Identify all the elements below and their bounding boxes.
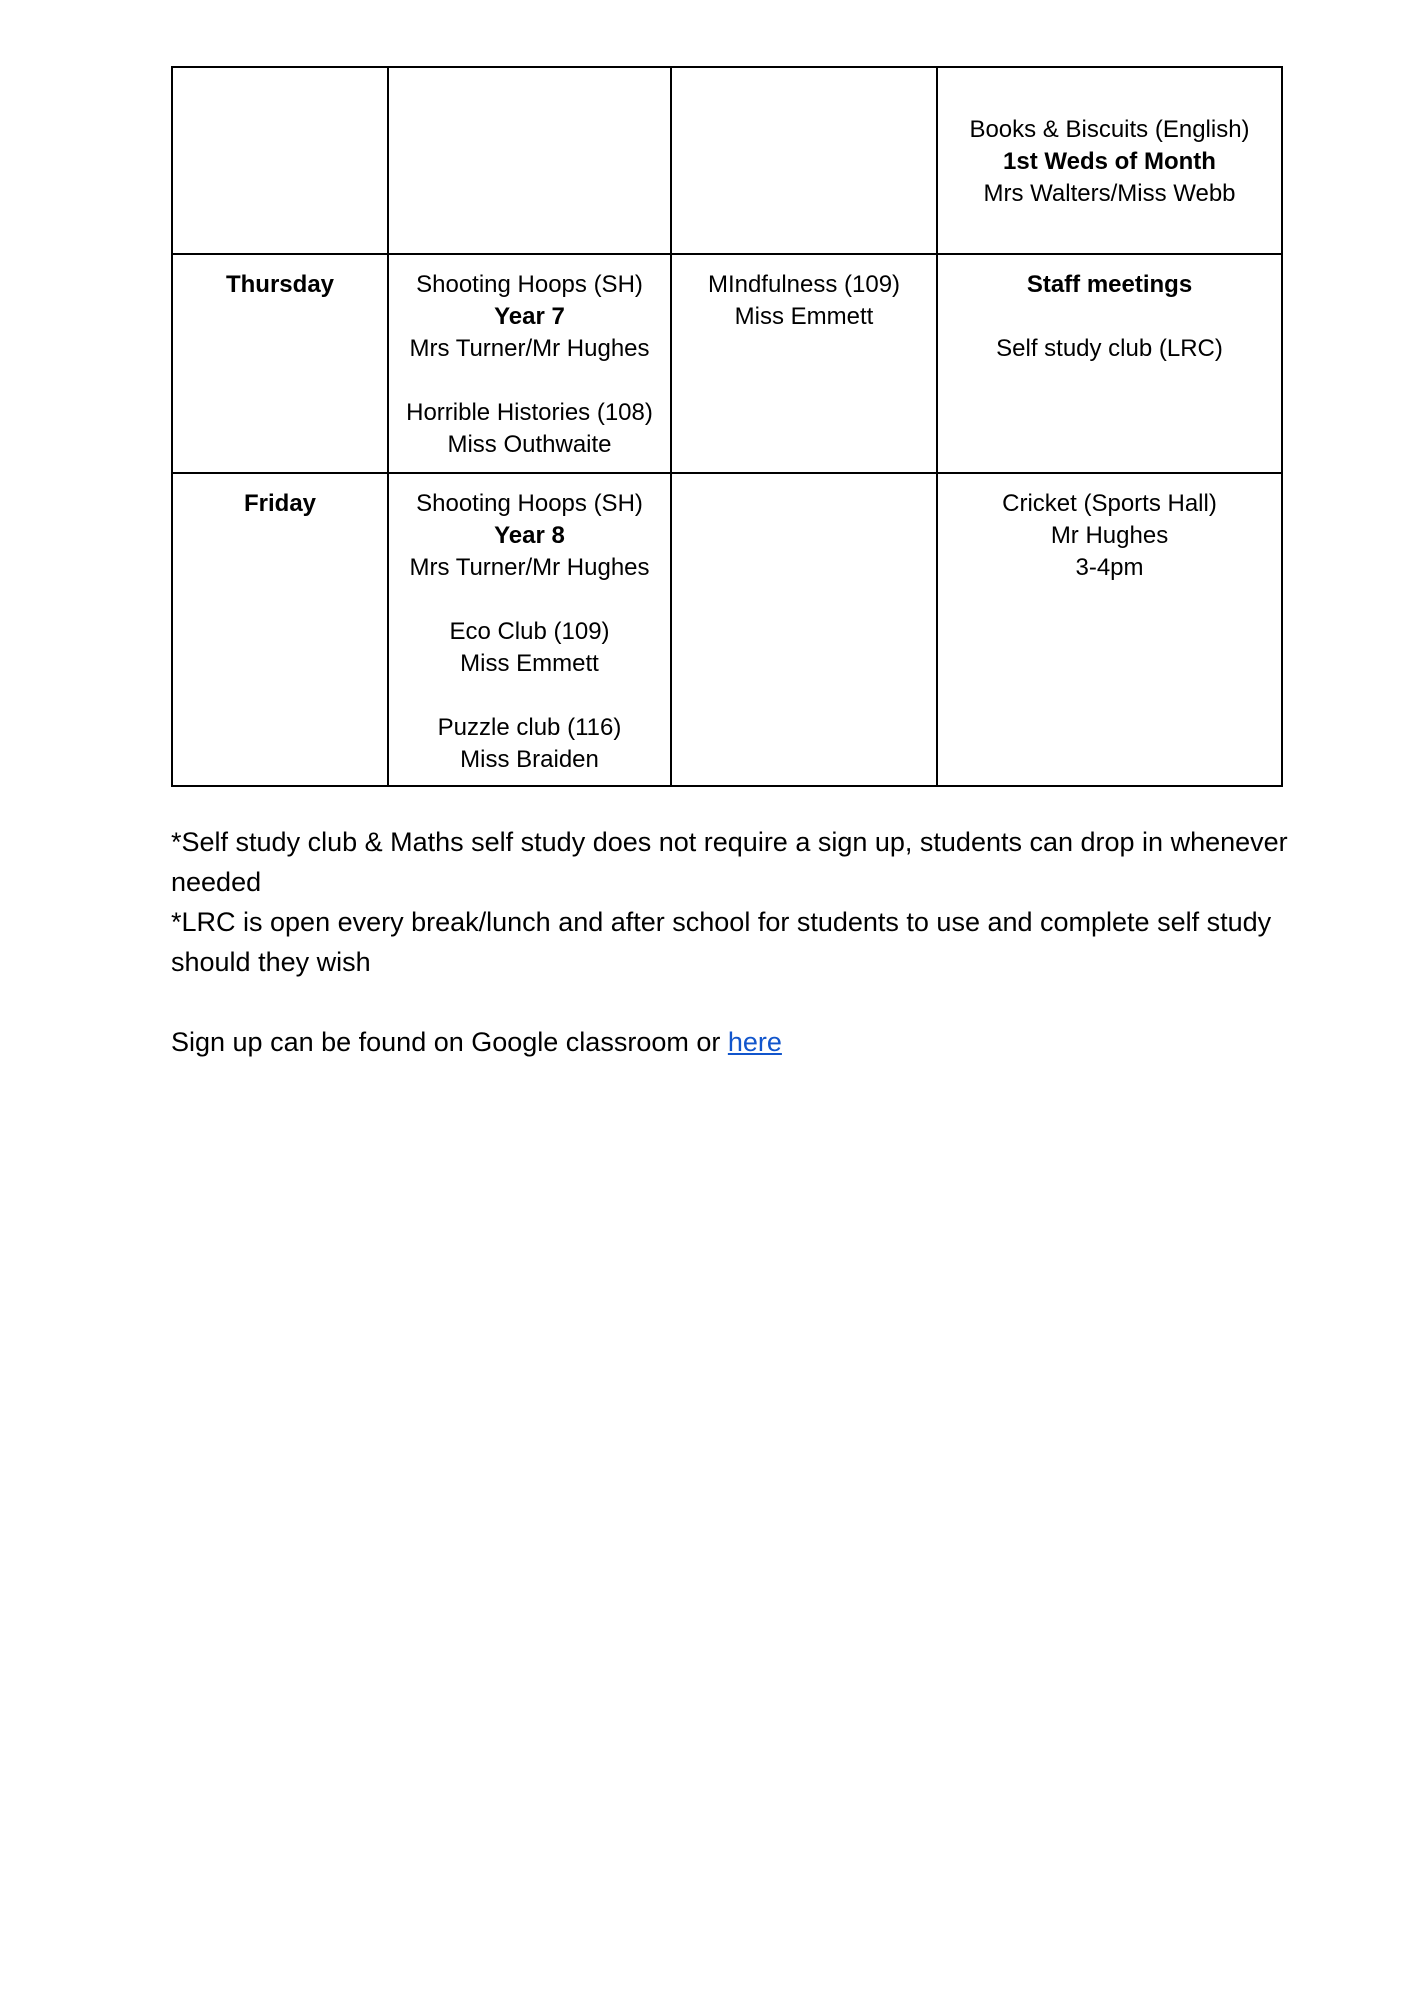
spacer [171,982,1291,1022]
activity-line: Miss Emmett [460,650,599,677]
self-study-note: *Self study club & Maths self study does not require a sign up, students can drop in whenever needed [171,827,1288,897]
table-row [172,67,1282,254]
signup-link[interactable]: here [727,1027,782,1057]
activities-cell [937,67,1282,254]
activity-line: 1st Weds of Month [1003,148,1216,175]
line-gap [395,680,664,712]
lrc-note: *LRC is open every break/lunch and after school for students to use and complete self study should they wish [171,907,1272,977]
activity-line: Miss Braiden [460,746,599,773]
day-label: Friday [243,490,317,517]
day-label: Thursday [225,271,335,298]
activity-line: 3-4pm [1075,554,1144,581]
line-gap [395,365,664,397]
line-gap [395,584,664,616]
activities-cell [937,254,1282,473]
activity-line: MIndfulness (109) [707,271,901,298]
day-cell [172,67,388,254]
signup-line [171,1022,1291,1062]
activity-line: Cricket (Sports Hall) [1002,490,1217,517]
activity-line: Eco Club (109) [449,618,610,645]
activities-cell [388,473,671,786]
activity-line: Books & Biscuits (English) [969,116,1250,143]
activity-line: Mrs Turner/Mr Hughes [409,554,650,581]
table-row [172,473,1282,786]
day-cell [172,473,388,786]
activity-line: Year 7 [494,303,565,330]
activities-cell [671,473,937,786]
notes-section [171,822,1291,1062]
clubs-timetable [171,66,1283,787]
activities-cell [671,254,937,473]
activities-cell [671,67,937,254]
activity-line: Horrible Histories (108) [406,399,653,426]
table-row [172,254,1282,473]
activities-cell [388,254,671,473]
activity-line: Shooting Hoops (SH) [416,271,643,298]
activity-line: Shooting Hoops (SH) [416,490,643,517]
activity-line: Mrs Turner/Mr Hughes [409,335,650,362]
activity-line: Puzzle club (116) [437,714,622,741]
activity-line: Miss Outhwaite [447,431,612,458]
signup-text: Sign up can be found on Google classroom or [171,1027,728,1057]
activity-line: Staff meetings [1026,271,1193,298]
activity-line: Mrs Walters/Miss Webb [983,180,1236,207]
line-gap [944,301,1275,333]
activity-line: Miss Emmett [734,303,874,330]
activity-line: Self study club (LRC) [996,335,1223,362]
activity-line: Year 8 [494,522,565,549]
activities-cell [937,473,1282,786]
activities-cell [388,67,671,254]
activity-line: Mr Hughes [1050,522,1169,549]
day-cell [172,254,388,473]
